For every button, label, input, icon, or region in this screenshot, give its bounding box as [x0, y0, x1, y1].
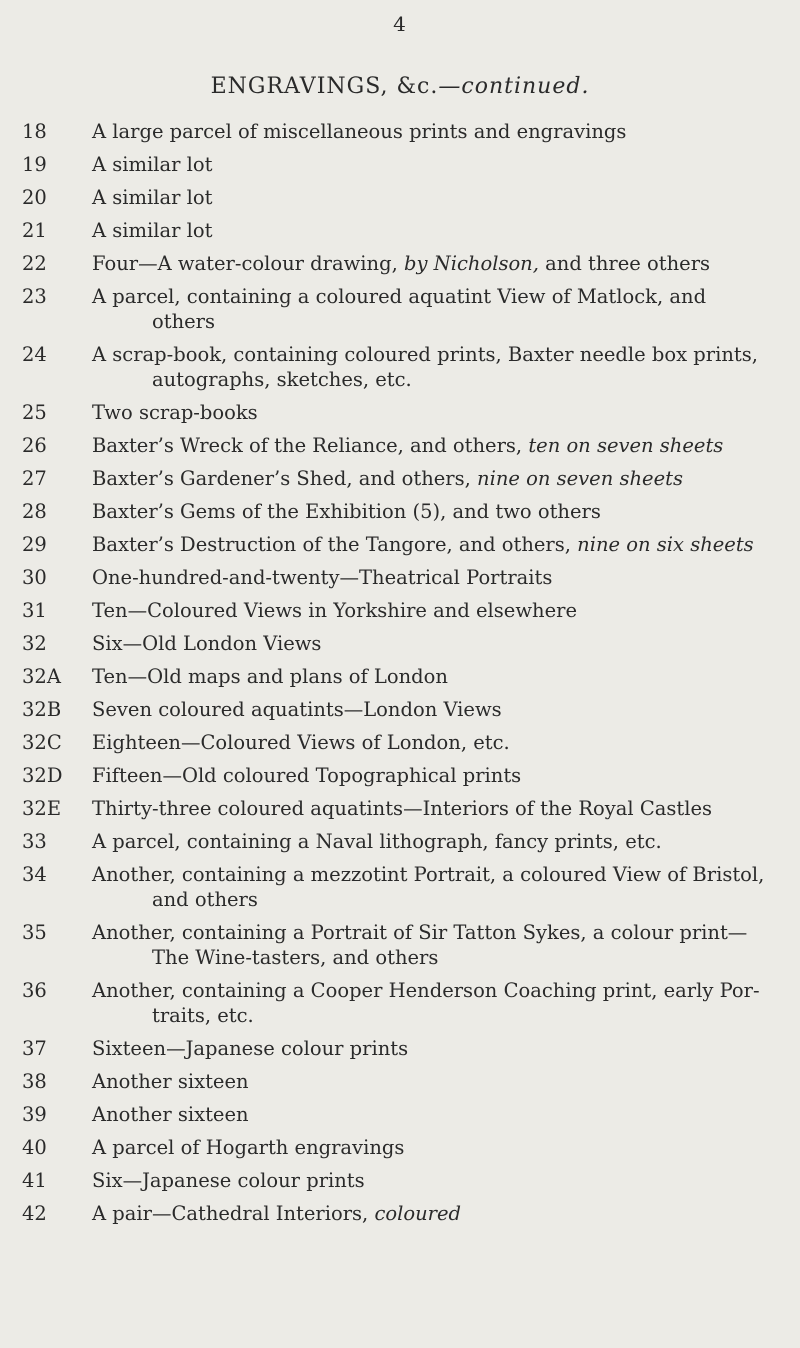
- lot-text: Another, containing a Portrait of Sir Tatton Sykes, a colour print—: [92, 921, 748, 944]
- lot-text-continuation: autographs, sketches, etc.: [152, 368, 412, 391]
- lot-number: 25: [22, 401, 47, 424]
- section-title: [0, 74, 800, 99]
- lot-number: 28: [22, 500, 47, 523]
- lot-item: [0, 499, 800, 524]
- lot-number: 36: [22, 979, 47, 1002]
- lot-description: [92, 763, 782, 788]
- lot-item: [0, 152, 800, 177]
- lot-number: 39: [22, 1103, 47, 1126]
- lot-item: [0, 433, 800, 458]
- lot-text: Two scrap-books: [92, 401, 258, 424]
- lot-number: 22: [22, 252, 47, 275]
- lot-text: A similar lot: [92, 153, 213, 176]
- lot-text-italic: nine on six sheets: [577, 533, 754, 556]
- lot-text: Eighteen—Coloured Views of London, etc.: [92, 731, 510, 754]
- lot-number: 30: [22, 566, 47, 589]
- lot-item: [0, 920, 800, 970]
- lot-description: [92, 342, 782, 392]
- lot-description: [92, 862, 782, 912]
- section-title-text: ENGRAVINGS, &c.: [210, 74, 439, 99]
- lot-description: [92, 565, 782, 590]
- lot-item: [0, 284, 800, 334]
- lot-item: [0, 1036, 800, 1061]
- lot-text: A parcel of Hogarth engravings: [92, 1136, 405, 1159]
- lot-number: 32D: [22, 764, 63, 787]
- lot-text: Baxter’s Destruction of the Tangore, and others,: [92, 533, 578, 556]
- lot-item: [0, 532, 800, 557]
- lot-text: Ten—Old maps and plans of London: [92, 665, 448, 688]
- lot-text-italic: nine on seven sheets: [477, 467, 683, 490]
- lot-item: [0, 978, 800, 1028]
- lot-description: [92, 185, 782, 210]
- lot-description: [92, 829, 782, 854]
- lot-description: [92, 400, 782, 425]
- lot-item: [0, 1168, 800, 1193]
- lot-description: [92, 978, 782, 1028]
- lot-item: [0, 829, 800, 854]
- lot-description: [92, 697, 782, 722]
- lot-description: [92, 598, 782, 623]
- lot-item: [0, 342, 800, 392]
- lot-item: [0, 1135, 800, 1160]
- lot-item: [0, 862, 800, 912]
- lot-list: [0, 119, 800, 1234]
- lot-text: Six—Old London Views: [92, 632, 322, 655]
- lot-item: [0, 1201, 800, 1226]
- lot-text: Baxter’s Gardener’s Shed, and others,: [92, 467, 478, 490]
- lot-number: 18: [22, 120, 47, 143]
- lot-description: [92, 119, 782, 144]
- lot-text-continuation: and others: [152, 888, 258, 911]
- lot-description: [92, 499, 782, 524]
- lot-text: One-hundred-and-twenty—Theatrical Portraits: [92, 566, 553, 589]
- lot-text: A large parcel of miscellaneous prints and engravings: [92, 120, 627, 143]
- lot-item: [0, 119, 800, 144]
- lot-text: A parcel, containing a coloured aquatint View of Matlock, and: [92, 285, 707, 308]
- lot-number: 33: [22, 830, 47, 853]
- lot-number: 32: [22, 632, 47, 655]
- lot-text: Ten—Coloured Views in Yorkshire and elsewhere: [92, 599, 577, 622]
- lot-description: [92, 664, 782, 689]
- lot-description: [92, 1168, 782, 1193]
- lot-number: 41: [22, 1169, 47, 1192]
- lot-description: [92, 1036, 782, 1061]
- lot-description: [92, 796, 782, 821]
- lot-number: 19: [22, 153, 47, 176]
- lot-item: [0, 400, 800, 425]
- lot-number: 32A: [22, 665, 61, 688]
- lot-text: A similar lot: [92, 219, 213, 242]
- lot-item: [0, 466, 800, 491]
- lot-description: [92, 1135, 782, 1160]
- lot-text: Thirty-three coloured aquatints—Interiors of the Royal Castles: [92, 797, 712, 820]
- lot-text: A similar lot: [92, 186, 213, 209]
- lot-text: Baxter’s Wreck of the Reliance, and others,: [92, 434, 529, 457]
- lot-description: [92, 251, 782, 276]
- lot-text: Seven coloured aquatints—London Views: [92, 698, 502, 721]
- lot-number: 34: [22, 863, 47, 886]
- lot-item: [0, 185, 800, 210]
- lot-number: 37: [22, 1037, 47, 1060]
- lot-text: and three others: [538, 252, 711, 275]
- lot-item: [0, 697, 800, 722]
- lot-text: Another, containing a Cooper Henderson Coaching print, early Por-: [92, 979, 760, 1002]
- lot-text: Baxter’s Gems of the Exhibition (5), and two others: [92, 500, 601, 523]
- lot-description: [92, 152, 782, 177]
- lot-text-italic: ten on seven sheets: [528, 434, 724, 457]
- lot-text-continuation: The Wine-tasters, and others: [152, 946, 439, 969]
- lot-number: 38: [22, 1070, 47, 1093]
- lot-description: [92, 284, 782, 334]
- lot-number: 31: [22, 599, 47, 622]
- lot-text-italic: by Nicholson,: [403, 252, 539, 275]
- lot-item: [0, 796, 800, 821]
- lot-text: Another sixteen: [92, 1070, 249, 1093]
- lot-description: [92, 1102, 782, 1127]
- lot-text: A pair—Cathedral Interiors,: [92, 1202, 375, 1225]
- lot-text: Another, containing a mezzotint Portrait, a coloured View of Bristol,: [92, 863, 765, 886]
- lot-number: 35: [22, 921, 47, 944]
- lot-item: [0, 218, 800, 243]
- lot-text: Sixteen—Japanese colour prints: [92, 1037, 409, 1060]
- lot-description: [92, 1201, 782, 1226]
- lot-text: Six—Japanese colour prints: [92, 1169, 365, 1192]
- lot-text-continuation: traits, etc.: [152, 1004, 254, 1027]
- lot-text-italic: coloured: [374, 1202, 462, 1225]
- lot-text: A parcel, containing a Naval lithograph, fancy prints, etc.: [92, 830, 662, 853]
- lot-text: Fifteen—Old coloured Topographical prints: [92, 764, 522, 787]
- lot-number: 32E: [22, 797, 62, 820]
- lot-item: [0, 1069, 800, 1094]
- section-title-continued: —continued.: [438, 74, 590, 99]
- lot-description: [92, 466, 782, 491]
- lot-description: [92, 532, 782, 557]
- lot-item: [0, 598, 800, 623]
- lot-item: [0, 631, 800, 656]
- lot-text: A scrap-book, containing coloured prints, Baxter needle box prints,: [92, 343, 758, 366]
- lot-text-continuation: others: [152, 310, 216, 333]
- lot-number: 32C: [22, 731, 62, 754]
- lot-text: Another sixteen: [92, 1103, 249, 1126]
- lot-item: [0, 763, 800, 788]
- lot-number: 24: [22, 343, 47, 366]
- lot-description: [92, 730, 782, 755]
- lot-number: 32B: [22, 698, 62, 721]
- lot-description: [92, 631, 782, 656]
- lot-number: 42: [22, 1202, 47, 1225]
- lot-number: 27: [22, 467, 47, 490]
- lot-number: 21: [22, 219, 47, 242]
- lot-number: 23: [22, 285, 47, 308]
- lot-item: [0, 565, 800, 590]
- lot-item: [0, 1102, 800, 1127]
- lot-number: 20: [22, 186, 47, 209]
- lot-item: [0, 664, 800, 689]
- lot-number: 40: [22, 1136, 47, 1159]
- lot-text: Four—A water-colour drawing,: [92, 252, 404, 275]
- lot-description: [92, 920, 782, 970]
- page-number: 4: [393, 12, 407, 36]
- lot-description: [92, 1069, 782, 1094]
- lot-number: 29: [22, 533, 47, 556]
- lot-item: [0, 251, 800, 276]
- lot-description: [92, 218, 782, 243]
- lot-number: 26: [22, 434, 47, 457]
- lot-description: [92, 433, 782, 458]
- lot-item: [0, 730, 800, 755]
